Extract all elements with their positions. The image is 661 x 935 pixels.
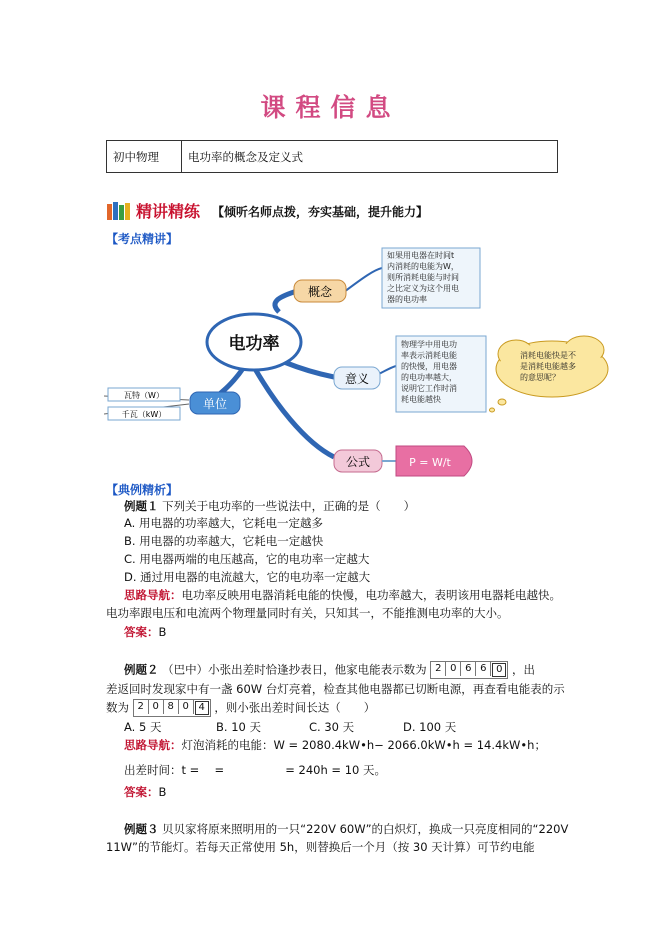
- example2-line1-end: ，出: [511, 662, 535, 677]
- meter-digit: 0: [149, 700, 164, 714]
- example1-option-b: B. 用电器的功率越大，它耗电一定越快: [124, 534, 324, 548]
- cloud-text-line: 消耗电能快是不: [520, 351, 576, 360]
- cloud-text-line: 是消耗电能越多: [520, 362, 576, 371]
- concept-text-line: 如果用电器在时间t: [387, 251, 455, 260]
- concept-text-line: 则所消耗电能与时间: [387, 273, 459, 282]
- meaning-label: 意义: [344, 372, 370, 386]
- meaning-text-line: 说明它工作时消: [401, 384, 457, 393]
- example2-line3-start: 数为: [106, 700, 129, 715]
- meter-digit: 2: [431, 662, 446, 676]
- meter-digit: 6: [476, 662, 491, 676]
- example2-analysis-line: [124, 737, 546, 754]
- meaning-text-line: 耗电能越快: [401, 395, 441, 404]
- subject-cell: 初中物理: [107, 141, 182, 173]
- meter-reading-start: [430, 661, 508, 679]
- example2-answer-line: [124, 784, 166, 801]
- example1-analysis-2: 电功率跟电压和电流两个物理量同时有关，只知其一，不能推测电功率的大小。: [106, 606, 509, 620]
- banner-heading: 精讲精练: [136, 202, 201, 221]
- concept-label: 概念: [307, 285, 333, 299]
- topic-cell: 电功率的概念及定义式: [182, 141, 558, 173]
- branch-meaning: [284, 362, 334, 377]
- meter-digit: 6: [461, 662, 476, 676]
- example1-label: 例题１: [124, 499, 159, 513]
- meaning-text-line: 的快慢，用电器: [401, 362, 457, 371]
- example3-line1-text: 贝贝家将原来照明用的一只“220V 60W”的白炽灯，换成一只亮度相同的“220V: [162, 822, 569, 836]
- branch-formula: [254, 367, 334, 457]
- example1-question-line: [124, 498, 415, 515]
- example1-option-d: D. 通过用电器的电流越大，它的电功率一定越大: [124, 570, 371, 584]
- example2-answer: B: [158, 785, 167, 799]
- example2-option-d: D. 100 天: [403, 720, 457, 734]
- concept-text-line: 器的电功率: [387, 295, 427, 304]
- section-dianli: 【典例精析】: [106, 483, 179, 497]
- unit-label: 单位: [202, 397, 228, 411]
- course-info-table: [106, 140, 558, 173]
- example1-answer-label: 答案：: [124, 625, 159, 639]
- example2-option-a: A. 5 天: [124, 720, 162, 734]
- meter-digit-decimal: 0: [492, 663, 506, 677]
- example1-option-a: A. 用电器的功率越大，它耗电一定越多: [124, 516, 323, 530]
- meter-digit: 0: [179, 700, 194, 714]
- cloud-text-line: 的意思呢？: [520, 373, 560, 382]
- example1-analysis-line: [124, 587, 561, 604]
- concept-text-line: 内消耗的电能为W，: [387, 262, 459, 271]
- example2-time-line: 出差时间：t = = = 240h = 10 天。: [124, 763, 387, 777]
- example2-label: 例题２: [124, 662, 159, 677]
- banner-slogan: 【倾听名师点拨，夯实基础，提升能力】: [212, 205, 429, 219]
- meaning-text-line: 率表示消耗电能: [401, 351, 457, 360]
- section-kaodian: 【考点精讲】: [106, 232, 179, 246]
- example3-line2: 11W”的节能灯。若每天正常使用 5h，则替换后一个月（按 30 天计算）可节约电能: [106, 840, 535, 854]
- example2-line1: [124, 661, 564, 679]
- unit-kilowatt: 千瓦（kW）: [121, 410, 167, 419]
- meaning-text-line: 的电功率越大，: [401, 373, 457, 382]
- page-title: 课程信息: [260, 93, 401, 122]
- example1-answer-line: [124, 624, 166, 641]
- example1-analysis-label: 思路导航：: [124, 588, 182, 602]
- example1-question: 下列关于电功率的一些说法中，正确的是（ ）: [162, 499, 416, 513]
- example2-option-b: B. 10 天: [216, 720, 261, 734]
- example3-line1: [124, 821, 568, 838]
- example2-line3-end: ，则小张出差时间长达（ ）: [214, 700, 376, 715]
- formula-text: P = W/t: [409, 456, 451, 469]
- example1-analysis-1: 电功率反映用电器消耗电能的快慢，电功率越大，表明该用电器耗电越快。: [181, 588, 561, 602]
- meter-digit-decimal: 4: [195, 701, 209, 715]
- example2-line3: [106, 699, 375, 717]
- meter-reading-end: [133, 699, 211, 717]
- concept-text-line: 之比定义为这个用电: [387, 284, 459, 293]
- example1-answer: B: [158, 625, 167, 639]
- example2-line1-text: （巴中）小张出差时恰逢抄表日，他家电能表示数为: [162, 662, 427, 677]
- mindmap: [104, 242, 624, 482]
- unit-watt: 瓦特（W）: [124, 391, 164, 400]
- meaning-text-line: 物理学中用电功: [401, 340, 457, 349]
- example2-line2: 差返回时发现家中有一盏 60W 台灯亮着，检查其他电器都已切断电源，再查看电能表的示: [106, 682, 565, 696]
- example3-label: 例题３: [124, 822, 159, 836]
- meter-digit: 2: [134, 700, 149, 714]
- center-label: 电功率: [228, 334, 280, 354]
- example2-analysis-label: 思路导航：: [124, 738, 182, 752]
- formula-label: 公式: [345, 455, 371, 469]
- books-icon: [106, 201, 132, 221]
- meter-digit: 8: [164, 700, 179, 714]
- meter-digit: 0: [446, 662, 461, 676]
- example2-option-c: C. 30 天: [309, 720, 355, 734]
- example1-option-c: C. 用电器两端的电压越高，它的电功率一定越大: [124, 552, 370, 566]
- example2-answer-label: 答案：: [124, 785, 159, 799]
- example2-analysis: 灯泡消耗的电能：W = 2080.4kW•h− 2066.0kW•h = 14.4kW•h；: [181, 738, 546, 752]
